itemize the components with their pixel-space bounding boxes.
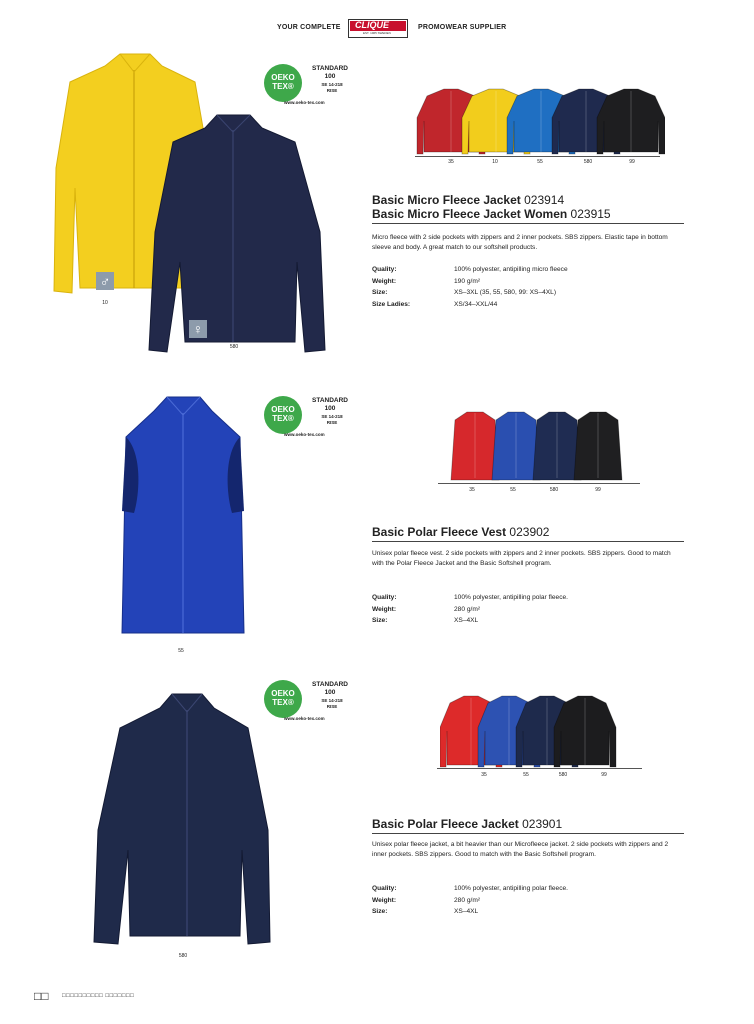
spec-row: Weight: 280 g/m²: [372, 605, 481, 613]
main-caption: 580: [229, 344, 239, 350]
spec-table: [372, 883, 682, 918]
spec-row: Size: XS–4XL: [372, 908, 479, 915]
title-rule: [372, 223, 684, 224]
blue-vest-image: [112, 393, 257, 641]
oeko-code: SE 14-218 RISE: [321, 82, 343, 93]
title-rule: [372, 541, 684, 542]
logo-text: CLIQUE: [355, 20, 390, 30]
header-left-text: YOUR COMPLETE: [277, 24, 341, 31]
product-title: Basic Polar Fleece Vest 023902: [372, 525, 550, 539]
main-caption: 55: [178, 648, 184, 654]
oeko-tex-badge: [264, 64, 356, 108]
product-description: Unisex polar fleece jacket, a bit heavier than our Microfleece jacket. 2 side pockets with zippers and 2 inner pockets. SBS zippers. Good to match with the Basic Softshell program.: [372, 841, 669, 858]
color-line: [438, 483, 640, 484]
product-title: Basic Polar Fleece Jacket 023901: [372, 817, 563, 831]
main-caption: 580: [178, 953, 188, 959]
male-icon: ♂: [96, 272, 114, 290]
color-code: 35: [469, 487, 475, 493]
logo-subtext: EST. 1965 SWEDEN: [363, 31, 391, 35]
oeko-standard: STANDARD 100: [312, 65, 348, 80]
oeko-code: SE 14-218 RISE: [321, 414, 343, 425]
color-line: [415, 156, 660, 157]
oeko-tex-logo: OEKO TEX®: [264, 64, 302, 102]
navy-polar-jacket-image: [90, 690, 275, 948]
color-code: 10: [492, 159, 498, 165]
color-code: 99: [595, 487, 601, 493]
color-code: 580: [549, 487, 559, 493]
color-variants-image: [440, 695, 640, 770]
oeko-url: www.oeko-tex.com: [284, 432, 325, 437]
color-line: [437, 768, 642, 769]
title-rule: [372, 833, 684, 834]
product-title-women: Basic Micro Fleece Jacket Women 023915: [372, 207, 611, 221]
color-code: 35: [481, 772, 487, 778]
spec-row: Size Ladies: XS/34–XXL/44: [372, 300, 498, 308]
oeko-code: SE 14-218 RISE: [321, 698, 343, 709]
spec-row: Weight: 190 g/m²: [372, 277, 481, 285]
page-number: □□: [34, 989, 49, 1003]
oeko-tex-logo: OEKO TEX®: [264, 396, 302, 434]
oeko-tex-badge: [264, 396, 356, 440]
navy-jacket-image: [145, 112, 330, 357]
color-code: 55: [510, 487, 516, 493]
main-caption: 10: [102, 300, 108, 306]
spec-row: Size: XS–4XL: [372, 617, 479, 624]
footer-text: □□□□□□□□□□ □□□□□□□: [62, 993, 135, 999]
product-description: Micro fleece with 2 side pockets with zippers and 2 inner pockets. SBS zippers. Elastic tape in bottom sleeve and body. A great match to our softshell products.: [372, 234, 668, 251]
oeko-url: www.oeko-tex.com: [284, 100, 325, 105]
spec-row: Quality: 100% polyester, antipilling polar fleece.: [372, 885, 568, 892]
color-code: 55: [537, 159, 543, 165]
color-code: 35: [448, 159, 454, 165]
oeko-tex-badge: [264, 680, 356, 724]
color-code: 55: [523, 772, 529, 778]
spec-row: Quality: 100% polyester, antipilling micro fleece: [372, 266, 568, 273]
spec-row: Quality: 100% polyester, antipilling polar fleece.: [372, 594, 568, 601]
spec-table: [372, 264, 682, 310]
color-variants-image: [415, 88, 665, 158]
spec-row: Weight: 280 g/m²: [372, 896, 481, 904]
color-code: 580: [583, 159, 593, 165]
header-right-text: PROMOWEAR SUPPLIER: [418, 24, 507, 31]
product-description: Unisex polar fleece vest. 2 side pockets with zippers and 2 inner pockets. SBS zippers. Good to match with the Polar Fleece Jacket and the Basic Softshell program.: [372, 550, 671, 567]
color-code: 580: [558, 772, 568, 778]
spec-row: Size: XS–3XL (35, 55, 580, 99: XS–4XL): [372, 289, 557, 296]
spec-table: [372, 592, 682, 627]
color-code: 99: [629, 159, 635, 165]
oeko-url: www.oeko-tex.com: [284, 716, 325, 721]
oeko-tex-logo: OEKO TEX®: [264, 680, 302, 718]
oeko-standard: STANDARD 100: [312, 681, 348, 696]
color-code: 99: [601, 772, 607, 778]
product-title: Basic Micro Fleece Jacket 023914: [372, 193, 565, 207]
clique-logo: [348, 19, 408, 38]
color-variants-image: [445, 410, 645, 485]
oeko-standard: STANDARD 100: [312, 397, 348, 412]
female-icon: ♀: [189, 320, 207, 338]
